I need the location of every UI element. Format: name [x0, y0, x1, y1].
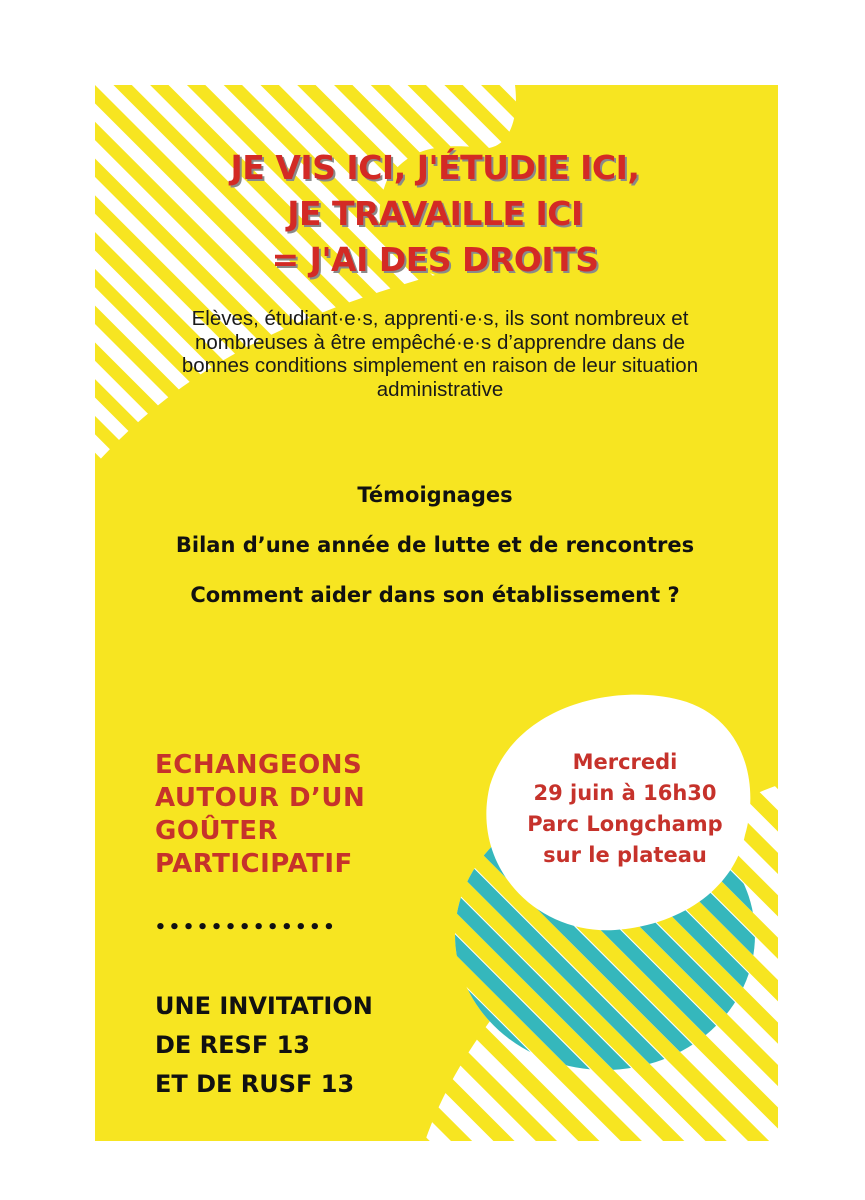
dotted-separator: •••••••••••••: [155, 917, 338, 938]
invitation-line-1: UNE INVITATION: [155, 992, 373, 1020]
poster: [95, 85, 778, 1141]
intro-paragraph: Elèves, étudiant·e·s, apprenti·e·s, ils sont nombreux et nombreuses à être empêché·e·s d’apprendre dans de bonnes conditions simplement en raison de leur situation administrative: [181, 307, 699, 401]
exchange-line-3: GOÛTER: [155, 816, 279, 846]
headline-line-3: = J'AI DES DROITS: [271, 240, 599, 279]
event-details: [490, 747, 760, 871]
headline-line-2: JE TRAVAILLE ICI: [287, 194, 583, 233]
topic-how-to-help: Comment aider dans son établissement ?: [190, 583, 680, 607]
invitation-line-3: ET DE RUSF 13: [155, 1070, 355, 1098]
invitation-line-2: DE RESF 13: [155, 1031, 310, 1059]
topic-year-review: Bilan d’une année de lutte et de rencontres: [175, 533, 695, 557]
topic-testimonies: Témoignages: [357, 483, 513, 507]
event-date-time: 29 juin à 16h30: [533, 781, 717, 805]
headline-title: [155, 145, 715, 283]
headline-line-1: JE VIS ICI, J'ÉTUDIE ICI,: [230, 148, 640, 187]
invitation-text: [155, 987, 475, 1104]
event-location-detail: sur le plateau: [543, 843, 707, 867]
exchange-line-1: ECHANGEONS: [155, 750, 363, 780]
exchange-line-4: PARTICIPATIF: [155, 849, 353, 879]
topics-list: [155, 479, 715, 629]
event-place: Parc Longchamp: [527, 812, 723, 836]
event-day: Mercredi: [572, 750, 678, 774]
exchange-heading: [155, 749, 435, 881]
exchange-line-2: AUTOUR D’UN: [155, 783, 366, 813]
